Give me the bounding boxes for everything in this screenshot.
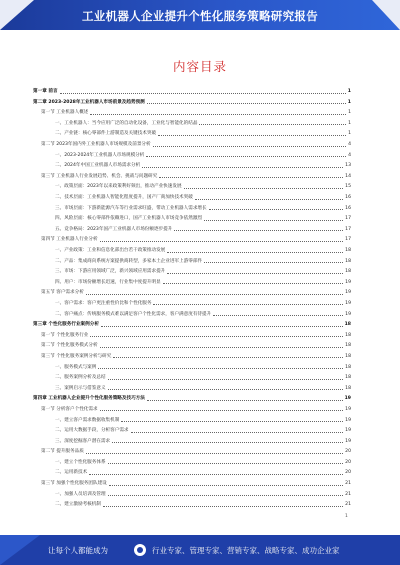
toc-entry-page: 19 <box>345 428 351 434</box>
toc-leader-dots <box>112 441 343 443</box>
toc-leader-dots <box>174 229 343 231</box>
toc-entry-text: 第三节 个性化服务案例分析与研究 <box>41 353 112 359</box>
toc-heading: 内容目录 <box>172 59 227 74</box>
toc-entry[interactable] <box>33 306 351 317</box>
toc-entry[interactable] <box>33 391 351 402</box>
toc-entry-page: 17 <box>345 226 351 232</box>
toc-leader-dots <box>167 251 343 253</box>
toc-entry-page: 1 <box>348 110 351 116</box>
toc-entry-page: 18 <box>345 364 351 370</box>
toc-entry-text: 二、服务案例分析及总结 <box>55 375 106 381</box>
toc-entry-text: 第二节 个性化服务模式分析 <box>41 343 98 349</box>
toc-leader-dots <box>103 505 343 507</box>
toc-entry-text: 一、建立个性化服务体系 <box>55 459 106 465</box>
toc-entry-page: 19 <box>345 417 351 423</box>
toc-entry[interactable] <box>33 296 351 307</box>
toc-leader-dots <box>142 166 343 168</box>
toc-leader-dots <box>204 219 343 221</box>
toc-entry[interactable] <box>33 116 351 127</box>
toc-entry-page: 1 <box>347 99 351 105</box>
toc-entry-page: 19 <box>344 396 351 402</box>
toc-entry-page: 19 <box>345 279 351 285</box>
toc-leader-dots <box>213 314 343 316</box>
toc-entry[interactable] <box>33 201 351 212</box>
toc-leader-dots <box>86 293 343 295</box>
toc-leader-dots <box>158 134 346 136</box>
toc-leader-dots <box>109 484 343 486</box>
toc-leader-dots <box>108 462 344 464</box>
toc-entry[interactable] <box>33 465 351 476</box>
toc-entry-page: 17 <box>345 216 351 222</box>
toc-entry-page: 1 <box>348 120 351 126</box>
toc-leader-dots <box>167 272 343 274</box>
toc-leader-dots <box>153 145 346 147</box>
circle-logo-icon <box>134 544 146 556</box>
toc-entry-page: 21 <box>345 491 351 497</box>
toc-entry[interactable] <box>33 349 351 360</box>
toc-leader-dots <box>86 452 343 454</box>
toc-entry-page: 18 <box>345 248 351 253</box>
toc-entry-text: 二、客户痛点：传统服务模式难以满足客户个性化需求，客户满意度有待提升 <box>55 311 212 317</box>
toc-leader-dots <box>204 261 343 263</box>
toc-entry-text: 二、运用新技术 <box>55 470 88 476</box>
toc-entry-text: 第二章 2023-2028年工业机器人市场前景及趋势预测 <box>33 99 145 105</box>
toc-entry-page: 18 <box>345 269 351 275</box>
toc-leader-dots <box>146 155 346 157</box>
footer-decor <box>0 535 40 565</box>
toc-entry[interactable] <box>33 497 351 508</box>
toc-entry-text: 一、政策层面：2023年以来政策利好频出，推动产业快速发展 <box>55 184 182 190</box>
toc-entry-text: 四、用户：市场份额增长迅速，行业集中度提升明显 <box>55 279 161 285</box>
toc-entry-page: 18 <box>345 353 351 359</box>
toc-entry-page: 20 <box>345 470 351 476</box>
toc-entry-text: 二、建立激励考核机制 <box>55 502 101 508</box>
toc-entry-text: 第三节 工业机器人行业发展趋势、机会、挑战与问题研究 <box>41 173 158 179</box>
toc-leader-dots <box>163 282 343 284</box>
toc-leader-dots <box>153 303 343 305</box>
toc-entry-page: 1 <box>347 89 351 95</box>
toc-entry-page: 19 <box>345 290 351 296</box>
toc-entry[interactable] <box>33 105 351 116</box>
toc-entry[interactable] <box>33 328 351 339</box>
toc-leader-dots <box>90 335 343 337</box>
toc-leader-dots <box>98 367 343 369</box>
toc-entry[interactable] <box>33 285 351 296</box>
toc-entry-page: 14 <box>345 173 351 179</box>
toc-entry-text: 第一章 前言 <box>33 89 58 95</box>
toc-entry-page: 17 <box>345 237 351 243</box>
toc-entry-page: 18 <box>345 375 351 381</box>
toc-entry-text: 一、产业政策：工业和信息化部出台若干政策推动发展 <box>55 248 166 253</box>
toc-leader-dots <box>209 208 344 210</box>
toc-entry-text: 第四章 工业机器人企业提升个性化服务策略及技巧方法 <box>33 396 145 402</box>
toc-entry-page: 1 <box>348 131 351 137</box>
toc-entry-page: 4 <box>348 142 351 148</box>
toc-entry[interactable] <box>33 434 351 445</box>
toc-entry-page: 4 <box>348 152 351 158</box>
toc-leader-dots <box>108 494 344 496</box>
toc-entry-text: 第五节 客户需求分析 <box>41 290 84 296</box>
toc-entry-page: 16 <box>345 195 351 201</box>
toc-entry[interactable] <box>33 402 351 413</box>
toc-entry-text: 第一节 个性化服务行业 <box>41 332 89 338</box>
toc-entry[interactable] <box>33 444 351 455</box>
toc-entry-text: 二、2024年中国工业机器人市场需求分析 <box>55 163 141 169</box>
toc-entry[interactable] <box>33 338 351 349</box>
toc-leader-dots <box>159 176 343 178</box>
toc-leader-dots <box>101 325 343 327</box>
toc-entry[interactable] <box>33 476 351 487</box>
toc-leader-dots <box>199 123 346 125</box>
toc-entry-page: 13 <box>345 163 351 169</box>
toc-leader-dots <box>131 431 344 433</box>
toc-entry[interactable] <box>33 264 351 275</box>
toc-entry[interactable] <box>33 190 351 201</box>
toc-leader-dots <box>89 473 343 475</box>
toc-leader-dots <box>100 409 344 411</box>
toc-leader-dots <box>195 198 343 200</box>
toc-entry[interactable] <box>33 487 351 498</box>
toc-entry-page: 19 <box>345 300 351 306</box>
toc-entry-text: 二、技术层面：工业机器人智能化程度提升，国产厂商加快技术突破 <box>55 195 193 201</box>
toc-entry-page: 18 <box>345 332 351 338</box>
toc-entry-text: 第一节 工业机器人概述 <box>41 110 89 116</box>
toc-entry-page: 15 <box>345 184 351 190</box>
toc-entry[interactable] <box>33 158 351 169</box>
toc-entry-page: 18 <box>345 343 351 349</box>
toc-entry[interactable] <box>33 423 351 434</box>
toc-leader-dots <box>100 346 344 348</box>
toc-leader-dots <box>108 378 344 380</box>
toc-entry-text: 一、建立客户需求数据收集机制 <box>55 417 120 423</box>
toc-entry-page: 18 <box>345 258 351 264</box>
toc-entry[interactable] <box>33 412 351 423</box>
toc-entry-text: 一、2023-2024年工业机器人市场规模分析 <box>55 152 145 158</box>
toc-entry-text: 第一节 分析客户个性化需求 <box>41 406 98 412</box>
toc-entry-text: 第三章 个性化服务行业案例分析 <box>33 322 99 328</box>
toc-entry[interactable] <box>33 232 351 243</box>
table-of-contents <box>33 84 351 508</box>
toc-leader-dots <box>90 113 346 115</box>
toc-entry[interactable] <box>33 359 351 370</box>
header-banner <box>0 0 400 30</box>
toc-entry-text: 三、市场：下游应用领域广泛，新兴领域应用需求提升 <box>55 269 166 275</box>
toc-entry[interactable] <box>33 243 351 254</box>
toc-entry[interactable] <box>33 126 351 137</box>
toc-entry-text: 三、深度挖掘客户潜在需求 <box>55 438 111 444</box>
toc-entry-text: 五、竞争格局：2023年国产工业机器人市场份额逐步提升 <box>55 226 173 232</box>
toc-leader-dots <box>113 356 343 358</box>
toc-entry-page: 18 <box>344 322 351 328</box>
toc-leader-dots <box>100 240 344 242</box>
toc-entry[interactable] <box>33 169 351 180</box>
toc-entry-page: 18 <box>345 385 351 391</box>
toc-entry[interactable] <box>33 148 351 159</box>
toc-entry-page: 20 <box>345 459 351 465</box>
toc-entry-page: 21 <box>345 481 351 487</box>
toc-entry-text: 三、市场层面：下游新能源汽车等行业需求旺盛，带动工业机器人需求增长 <box>55 205 207 211</box>
footer-slogan-left: 让每个人都能成为 <box>48 546 108 555</box>
toc-entry[interactable] <box>33 84 351 95</box>
toc-entry[interactable] <box>33 95 351 106</box>
toc-entry-text: 第二节 2023年国内外工业机器人市场规模及前景分析 <box>41 142 151 148</box>
toc-entry-text: 一、客户需求：客户更注重性价比和个性化服务 <box>55 300 152 306</box>
toc-entry[interactable] <box>33 254 351 265</box>
toc-entry-page: 19 <box>345 406 351 412</box>
page-number: 1 <box>345 514 348 519</box>
toc-entry-text: 四、风险层面：核心零部件依赖进口，国产工业机器人市场竞争依然激烈 <box>55 216 203 222</box>
toc-entry-page: 20 <box>345 449 351 455</box>
toc-entry[interactable] <box>33 179 351 190</box>
toc-entry-text: 一、工业机器人：当今应用广泛的自动化设备，工业化与智能化的结晶 <box>55 120 198 126</box>
footer-slogan-right: 行业专家、管理专家、营销专家、战略专家、成功企业家 <box>152 546 340 555</box>
toc-entry[interactable] <box>33 275 351 286</box>
toc-entry-text: 二、产业链：核心零部件上游制造及关键技术突破 <box>55 131 157 137</box>
toc-entry-text: 一、加强人员培训及管理 <box>55 491 106 497</box>
toc-leader-dots <box>121 420 343 422</box>
toc-entry-page: 19 <box>345 438 351 444</box>
document-title: 工业机器人企业提升个性化服务策略研究报告 <box>82 9 318 23</box>
toc-entry[interactable] <box>33 455 351 466</box>
toc-leader-dots <box>147 399 343 401</box>
toc-entry[interactable] <box>33 222 351 233</box>
toc-entry-text: 第四节 工业机器人行业分析 <box>41 237 98 243</box>
toc-entry-page: 21 <box>345 502 351 508</box>
toc-entry[interactable] <box>33 211 351 222</box>
toc-leader-dots <box>108 388 344 390</box>
toc-entry-page: 19 <box>345 311 351 317</box>
toc-entry-page: 16 <box>345 205 351 211</box>
footer-banner <box>0 535 400 565</box>
toc-entry-text: 一、服务模式与案例 <box>55 364 97 370</box>
toc-entry[interactable] <box>33 381 351 392</box>
toc-entry-text: 二、产品：集成商向系统方案提供商转型，多家本土企业进军上游零部件 <box>55 258 203 264</box>
toc-entry[interactable] <box>33 137 351 148</box>
toc-entry-text: 第三节 加强个性化服务团队建设 <box>41 481 107 487</box>
toc-leader-dots <box>147 102 346 104</box>
toc-leader-dots <box>60 92 346 94</box>
toc-entry[interactable] <box>33 370 351 381</box>
toc-entry-text: 三、案例启示与借鉴意义 <box>55 385 106 391</box>
toc-leader-dots <box>184 187 344 189</box>
toc-entry[interactable] <box>33 317 351 328</box>
toc-entry-text: 第二节 提升服务品质 <box>41 449 84 455</box>
toc-entry-text: 二、运用大数据手段，分析客户需求 <box>55 428 129 434</box>
